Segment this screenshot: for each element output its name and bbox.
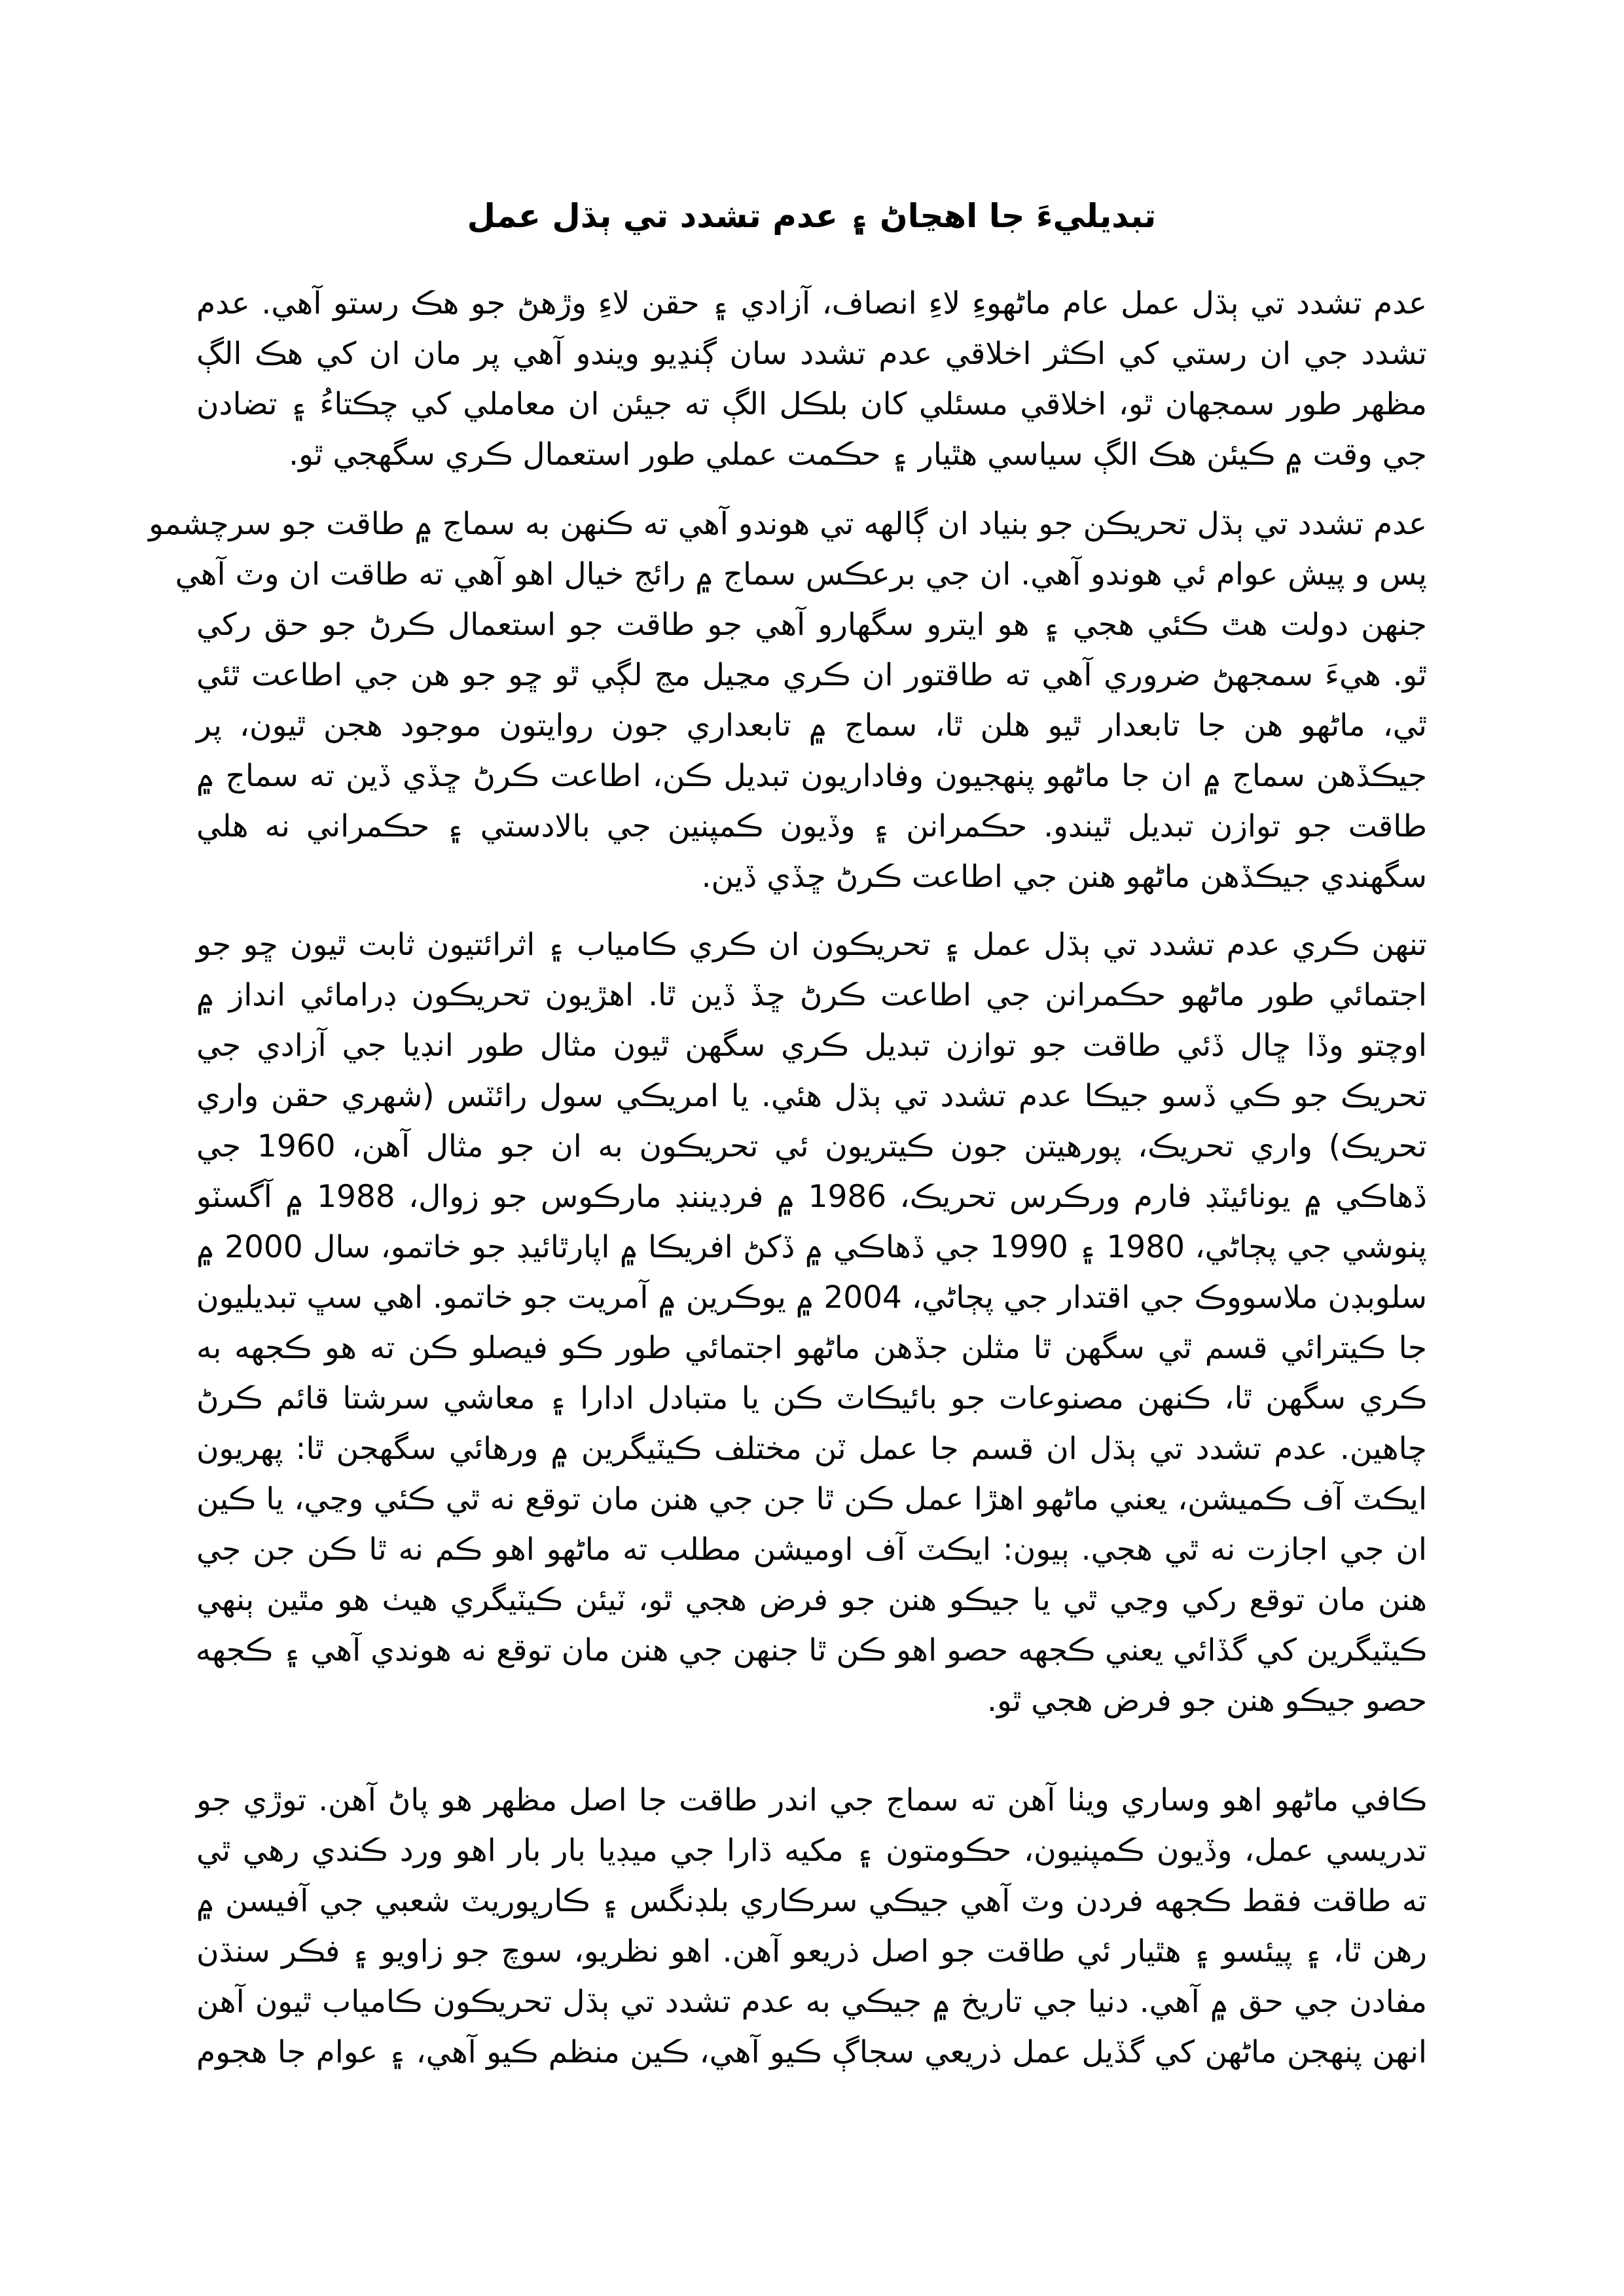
text-line: مظهر طور سمجهان ٿو، اخلاقي مسئلي کان بلڪل الڳ ته جيئن ان معاملي کي چڪتاءُ ۽ تضادن: [196, 386, 1427, 422]
text-line: عدم تشدد تي ٻڌل عمل عام ماڻهوءِ لاءِ انصاف، آزادي ۽ حقن لاءِ وڙهڻ جو هڪ رستو آهي. عدم: [196, 285, 1427, 321]
text-line: ڪري سگهن ٿا، ڪنهن مصنوعات جو بائيڪاٽ ڪن يا متبادل ادارا ۽ معاشي سرشتا قائم ڪرڻ: [196, 1380, 1427, 1416]
paragraph-2: [149, 499, 1427, 902]
text-line: اجتمائي طور ماڻهو حڪمرانن جي اطاعت ڪرڻ ڇڏ ڏين ٿا. اهڙيون تحريڪون ڊرامائي انداز ۾: [196, 977, 1427, 1013]
text-line: تحريڪ جو ڪي ڏسو جيڪا عدم تشدد تي ٻڌل هئي. يا امريڪي سول رائٽس (شهري حقن واري: [196, 1078, 1427, 1114]
text-line: جا ڪيترائي قسم ٿي سگهن ٿا مثلن جڏهن ماڻهو اجتمائي طور ڪو فيصلو ڪن ته هو ڪجهه به: [196, 1330, 1427, 1366]
text-line: مفادن جي حق ۾ آهي. دنيا جي تاريخ ۾ جيڪي به عدم تشدد تي ٻڌل تحريڪون ڪامياب ٿيون آهن: [196, 1984, 1427, 2020]
text-line: ڪافي ماڻهو اهو وساري ويٺا آهن ته سماج جي اندر طاقت جا اصل مظهر هو پاڻ آهن. توڙي جو: [196, 1782, 1427, 1818]
text-line: اوچتو وڏا ڇال ڏئي طاقت جو توازن تبديل ڪري سگهن ٿيون مثال طور انڊيا جي آزادي جي: [196, 1028, 1427, 1064]
text-line: سلوبڊن ملاسووڪ جي اقتدار جي پڄاڻي، 2004 ۾ يوڪرين ۾ آمريت جو خاتمو. اهي سڀ تبديليون: [196, 1280, 1428, 1316]
text-line: تشدد جي ان رستي کي اڪثر اخلاقي عدم تشدد سان ڳنڍيو ويندو آهي پر مان ان کي هڪ الڳ: [196, 336, 1427, 372]
text-line: سگهندي جيڪڏهن ماڻهو هنن جي اطاعت ڪرڻ ڇڏي ڏين.: [701, 859, 1427, 895]
text-line: ٿو. هيءَ سمجهڻ ضروري آهي ته طاقتور ان ڪري مڃيل مڃ لڳي ٿو ڇو جو هن جي اطاعت ٿئي: [196, 657, 1427, 693]
text-line: انهن پنهجن ماڻهن کي گڏيل عمل ذريعي سجاڳ ڪيو آهي، ڪين منظم ڪيو آهي، ۽ عوام جا هجوم: [196, 2034, 1427, 2070]
text-line: پس و پيش عوام ئي هوندو آهي. ان جي برعڪس سماج ۾ رائج خيال اهو آهي ته طاقت ان وٽ آهي: [175, 556, 1427, 592]
text-line: طاقت جو توازن تبديل ٿيندو. حڪمرانن ۽ وڏيون ڪمپنين جي بالادستي ۽ حڪمراني نه هلي: [196, 808, 1427, 844]
paragraph-4: [196, 1775, 1427, 2077]
text-line: تحريڪ) واري تحريڪ، پورهيتن جون ڪيتريون ئي تحريڪون به ان جو مثال آهن، 1960 جي: [196, 1128, 1427, 1164]
paragraph-1: [196, 278, 1427, 480]
text-line: ڏهاڪي ۾ يونائيٽڊ فارم ورڪرس تحريڪ، 1986 ۾ فرڊيننڊ مارڪوس جو زوال، 1988 ۾ آگسٽو: [196, 1179, 1427, 1215]
text-line: تنهن ڪري عدم تشدد تي ٻڌل عمل ۽ تحريڪون ان ڪري ڪامياب ۽ اثرائتيون ثابت ٿيون ڇو جو: [196, 927, 1427, 963]
text-line: ٿي، ماڻهو هن جا تابعدار ٿيو هلن ٿا، سماج ۾ تابعداري جون روايتون موجود هجن ٿيون، پر: [196, 708, 1427, 744]
text-line: ڪيٽيگرين کي گڏائي يعني ڪجهه حصو اهو ڪن ٿا جنهن جي هنن مان توقع نه هوندي آهي ۽ ڪجهه: [195, 1632, 1427, 1668]
text-line: ته طاقت فقط ڪجهه فردن وٽ آهي جيڪي سرڪاري بلڊنگس ۽ ڪارپوريٽ شعبي جي آفيسن ۾: [196, 1883, 1427, 1919]
text-line: پنوشي جي پڄاڻي، 1980 ۽ 1990 جي ڏهاڪي ۾ ڏکڻ افريڪا ۾ اپارٿائيڊ جو خاتمو، سال 2000 ۾: [196, 1229, 1428, 1265]
text-line: رهن ٿا، ۽ پيئسو ۽ هٿيار ئي طاقت جو اصل ذريعو آهن. اهو نظريو، سوچ جو زاويو ۽ فڪر سنڌن: [196, 1933, 1427, 1969]
text-line: تدريسي عمل، وڏيون ڪمپنيون، حڪومتون ۽ مکيه ڌارا جي ميڊيا بار بار اهو ورد ڪندي رهي ٿي: [196, 1833, 1427, 1869]
text-line: ان جي اجازت نه ٿي هجي. ٻيون: ايڪٽ آف اوميشن مطلب ته ماڻهو اهو ڪم نه ٿا ڪن جن جي: [196, 1532, 1427, 1568]
text-line: حصو جيڪو هنن جو فرض هجي ٿو.: [987, 1683, 1427, 1719]
text-line: هنن مان توقع رکي وڃي ٿي يا جيڪو هنن جو فرض هجي ٿو، ٽيئن ڪيٽيگري هيٺ هو مٿين ٻنهي: [196, 1582, 1427, 1618]
text-line: جيڪڏهن سماج ۾ ان جا ماڻهو پنهجيون وفاداريون تبديل ڪن، اطاعت ڪرڻ ڇڏي ڏين ته سماج ۾: [196, 758, 1427, 794]
text-line: ايڪٽ آف ڪميشن، يعني ماڻهو اهڙا عمل ڪن ٿا جن جي هنن مان توقع نه ٿي ڪئي وڃي، يا ڪين: [196, 1481, 1427, 1517]
text-line: عدم تشدد تي ٻڌل تحريڪن جو بنياد ان ڳالهه تي هوندو آهي ته ڪنهن به سماج ۾ طاقت جو سرچشمو: [149, 506, 1427, 542]
document-title: تبديليءَ جا اهڃاڻ ۽ عدم تشدد تي ٻڌل عمل: [467, 197, 1157, 235]
text-line: جنهن دولت هٿ ڪئي هجي ۽ هو ايترو سگهارو آهي جو طاقت جو استعمال ڪرڻ جو حق رکي: [196, 607, 1427, 643]
text-line: جي وقت ۾ ڪيئن هڪ الڳ سياسي هٿيار ۽ حڪمت عملي طور استعمال ڪري سگهجي ٿو.: [289, 437, 1427, 473]
text-line: چاهين. عدم تشدد تي ٻڌل ان قسم جا عمل ٽن مختلف ڪيٽيگرين ۾ ورهائي سگهجن ٿا: پهريون: [196, 1431, 1427, 1467]
paragraph-3: [196, 920, 1427, 1726]
